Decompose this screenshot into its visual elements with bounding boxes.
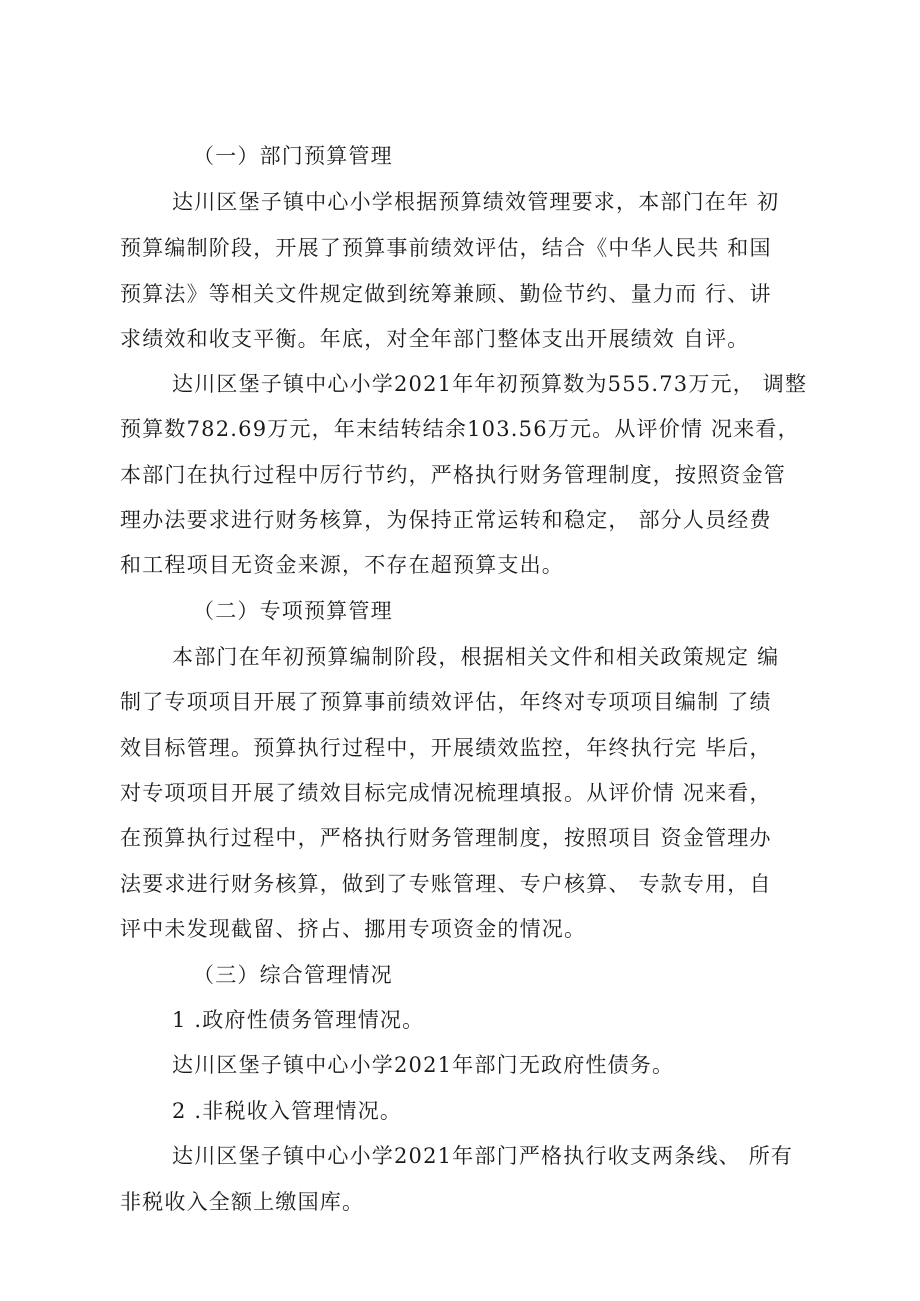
text-line: 达川区堡子镇中心小学2021年年初预算数为555.73万元， 调整 [172, 372, 808, 396]
text-line: 达川区堡子镇中心小学根据预算绩效管理要求，本部门在年 初 [172, 190, 780, 214]
text-line: 预算编制阶段，开展了预算事前绩效评估，结合《中华人民共 和国 [120, 236, 772, 260]
item-title-government-debt: 1 .政府性债务管理情况。 [172, 1008, 425, 1032]
text-line: 制了专项项目开展了预算事前绩效评估，年终对专项项目编制 了绩 [120, 690, 772, 714]
text-line: 本部门在年初预算编制阶段，根据相关文件和相关政策规定 编 [172, 645, 780, 669]
text-line: 预算数782.69万元，年末结转结余103.56万元。从评价情 况来看， [120, 417, 800, 441]
text-line: 和工程项目无资金来源，不存在超预算支出。 [120, 553, 564, 577]
text-line: 对专项项目开展了绩效目标完成情况梳理填报。从评价情 况来看， [120, 781, 772, 805]
text-line: 评中未发现截留、挤占、挪用专项资金的情况。 [120, 917, 587, 941]
item-text-government-debt: 达川区堡子镇中心小学2021年部门无政府性债务。 [172, 1053, 675, 1077]
text-line: 在预算执行过程中，严格执行财务管理制度，按照项目 资金管理办 [120, 826, 772, 850]
text-line: 求绩效和收支平衡。年底，对全年部门整体支出开展绩效 自评。 [120, 327, 750, 351]
text-line: 本部门在执行过程中厉行节约，严格执行财务管理制度，按照资金管 [120, 463, 786, 487]
section-heading-general-management: （三）综合管理情况 [193, 963, 393, 987]
text-line: 效目标管理。预算执行过程中，开展绩效监控，年终执行完 毕后， [120, 736, 772, 760]
text-line: 达川区堡子镇中心小学2021年部门严格执行收支两条线、 所有 [172, 1144, 794, 1168]
text-line: 法要求进行财务核算，做到了专账管理、专户核算、 专款专用，自 [120, 872, 772, 896]
section-heading-budget-management: （一）部门预算管理 [193, 144, 393, 168]
item-title-non-tax-revenue: 2 .非税收入管理情况。 [172, 1099, 403, 1123]
text-line: 预算法》等相关文件规定做到统筹兼顾、勤俭节约、量力而 行、讲 [120, 282, 772, 306]
section-heading-special-budget: （二）专项预算管理 [193, 599, 393, 623]
text-line: 非税收入全额上缴国库。 [120, 1190, 365, 1214]
text-line: 理办法要求进行财务核算，为保持正常运转和稳定， 部分人员经费 [120, 508, 772, 532]
